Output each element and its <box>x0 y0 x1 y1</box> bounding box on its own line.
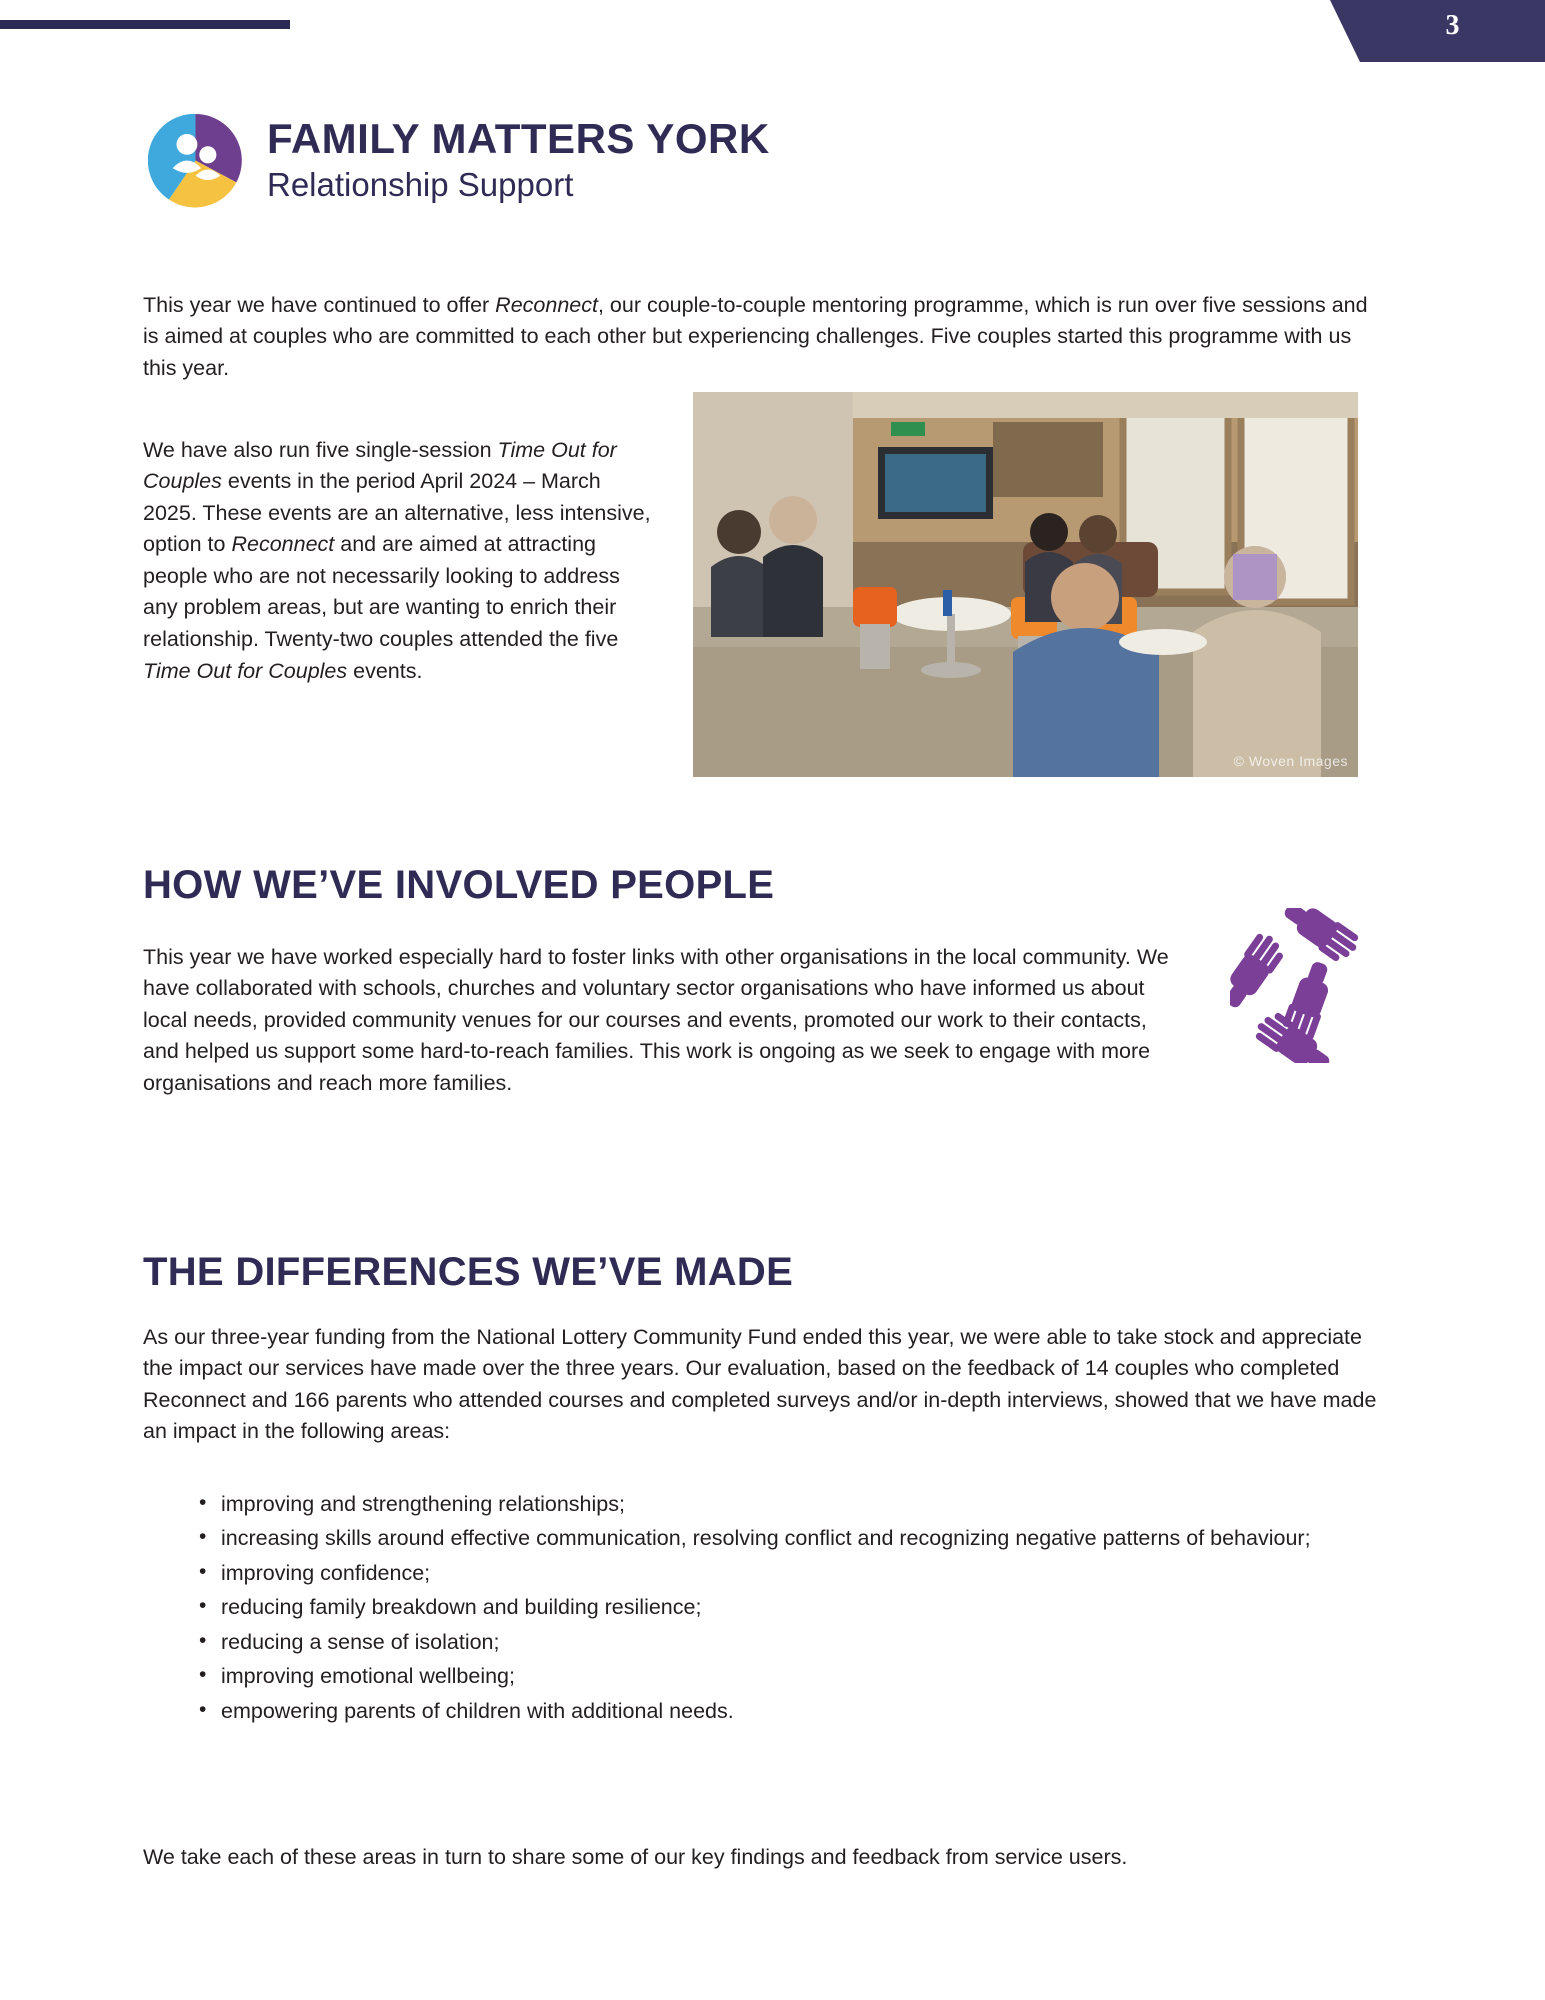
page-number: 3 <box>1445 10 1460 41</box>
timeout-paragraph <box>143 435 655 688</box>
event-photo <box>693 392 1358 777</box>
intro-text-1: This year we have continued to offer <box>143 292 496 317</box>
logo-wordmark <box>267 117 770 203</box>
timeout-text-1: We have also run five single-session <box>143 437 498 462</box>
intro-text-2: , our couple-to-couple mentoring programme, which is run over five sessions and is aimed at couples who are committed to each other but experiencing challenges. Five couples started this programme with us this year. <box>143 292 1368 380</box>
timeout-italic-1: Time Out for Couples <box>143 437 617 494</box>
intro-paragraph <box>143 290 1383 385</box>
timeout-italic-3: Time Out for Couples <box>143 658 348 683</box>
involved-people-paragraph: This year we have worked especially hard to foster links with other organisations in the local community. We have collaborated with schools, churches and voluntary sector organisations who have informed us about local needs, provided community venues for our courses and events, promoted our work to their contacts, and helped us support some hard-to-reach families. This work is ongoing as we seek to engage with more organisations and reach more families. <box>143 944 1169 1095</box>
list-item: • reducing a sense of isolation; <box>205 1628 1435 1657</box>
impact-areas-list <box>175 1490 1435 1731</box>
closing-paragraph: We take each of these areas in turn to share some of our key findings and feedback from service users. <box>143 1844 1128 1869</box>
list-item: • improving confidence; <box>205 1559 1435 1588</box>
logo-subtitle: Relationship Support <box>267 165 574 203</box>
list-item: • reducing family breakdown and building resilience; <box>205 1593 1435 1622</box>
intro-italic-reconnect: Reconnect <box>495 292 598 317</box>
logo-title: FAMILY MATTERS YORK <box>267 115 770 163</box>
header-rule <box>0 20 290 29</box>
page-number-tab-notch <box>1330 0 1360 62</box>
timeout-text-4: events. <box>347 658 423 683</box>
organisation-logo <box>148 113 770 208</box>
list-item: • improving emotional wellbeing; <box>205 1662 1435 1691</box>
page-number-tab <box>1360 0 1545 62</box>
list-item: • increasing skills around effective communication, resolving conflict and recognizing negative patterns of behaviour; <box>205 1524 1435 1553</box>
section-heading-differences-made: THE DIFFERENCES WE’VE MADE <box>143 1250 794 1295</box>
section-heading-involved-people: HOW WE’VE INVOLVED PEOPLE <box>143 863 775 908</box>
family-matters-circle-logo-icon <box>148 113 243 208</box>
four-hands-icon <box>1230 908 1390 1063</box>
differences-paragraph: As our three-year funding from the National Lottery Community Fund ended this year, we were able to take stock and appreciate the impact our services have made over the three years. Our evaluation, based on the feedback of 14 couples who completed Reconnect and 166 parents who attended courses and completed surveys and/or in-depth interviews, showed that we have made an impact in the following areas: <box>143 1324 1377 1444</box>
list-item: • empowering parents of children with additional needs. <box>205 1697 1435 1726</box>
timeout-text-2: events in the period April 2024 – March 2025. These events are an alternative, less intensive, option to <box>143 469 651 557</box>
timeout-text-3: and are aimed at attracting people who are not necessarily looking to address any problem areas, but are wanting to enrich their relationship. Twenty-two couples attended the five <box>143 532 620 652</box>
list-item: • improving and strengthening relationships; <box>205 1490 1435 1519</box>
photo-credit: © Woven Images <box>1233 753 1348 769</box>
timeout-italic-2: Reconnect <box>231 532 335 557</box>
